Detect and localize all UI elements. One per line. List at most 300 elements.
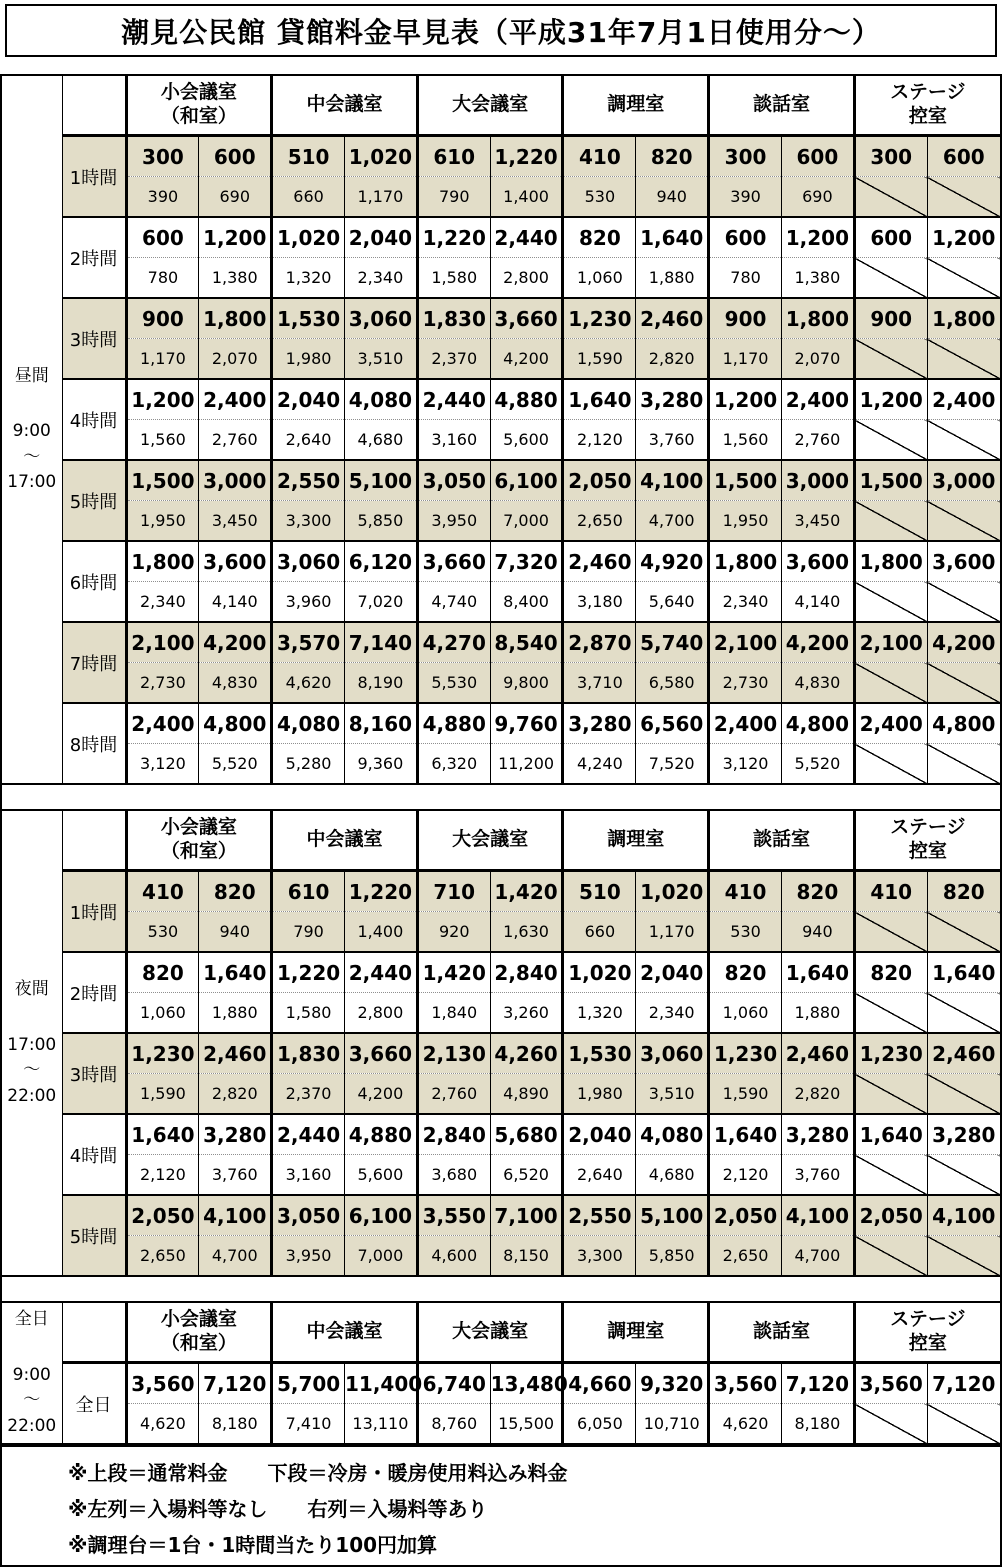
price-cell-with-ac: 5,520 <box>781 744 854 785</box>
price-cell-with-ac: 690 <box>781 177 854 218</box>
price-cell-with-ac: 780 <box>126 258 199 299</box>
room-name-line: 控室 <box>908 105 947 127</box>
price-cell-normal: 1,800 <box>781 298 854 339</box>
price-cell-with-ac: 6,050 <box>563 1404 636 1445</box>
price-cell-with-ac: 15,500 <box>490 1404 563 1445</box>
price-cell-normal: 2,040 <box>636 952 709 993</box>
price-cell-with-ac: 7,410 <box>272 1404 345 1445</box>
price-cell-normal: 1,200 <box>199 217 272 258</box>
price-cell-normal: 2,100 <box>126 622 199 663</box>
price-cell-normal: 3,280 <box>636 379 709 420</box>
price-cell-with-ac: 2,640 <box>272 420 345 461</box>
price-cell-normal: 5,740 <box>636 622 709 663</box>
rate-table-allday <box>2 1301 1000 1445</box>
note-line: ※左列＝入場料等なし 右列＝入場料等あり <box>68 1497 488 1521</box>
price-cell-normal: 1,640 <box>709 1114 782 1155</box>
price-cell-with-ac: 4,890 <box>490 1074 563 1115</box>
note-line: ※上段＝通常料金 下段＝冷房・暖房使用料込み料金 <box>68 1461 568 1485</box>
price-cell-normal: 820 <box>854 952 927 993</box>
price-cell-normal: 1,020 <box>272 217 345 258</box>
price-cell-normal: 1,230 <box>126 1033 199 1074</box>
time-header-cell <box>62 810 126 871</box>
price-cell-with-ac: 5,640 <box>636 582 709 623</box>
price-cell-normal: 7,120 <box>781 1363 854 1404</box>
price-cell-normal: 3,600 <box>199 541 272 582</box>
period-time: ～ <box>23 446 41 467</box>
note-line: ※調理台＝1台・1時間当たり100円加算 <box>68 1533 438 1557</box>
price-cell-normal: 300 <box>126 136 199 177</box>
duration-label: 3時間 <box>62 1033 126 1114</box>
price-cell-normal: 5,680 <box>490 1114 563 1155</box>
price-cell-with-ac: 1,170 <box>344 177 417 218</box>
room-name-line: ステージ <box>890 1308 966 1331</box>
price-cell-normal: 300 <box>854 136 927 177</box>
price-cell-with-ac: 530 <box>563 177 636 218</box>
price-cell-with-ac: 2,760 <box>781 420 854 461</box>
price-cell-normal: 2,400 <box>854 703 927 744</box>
price-cell-crossed <box>854 1074 927 1115</box>
price-cell-with-ac: 1,980 <box>272 339 345 380</box>
price-cell-with-ac: 5,520 <box>199 744 272 785</box>
room-name-line: ステージ <box>890 816 966 839</box>
price-cell-with-ac: 940 <box>199 912 272 953</box>
price-cell-normal: 4,800 <box>199 703 272 744</box>
price-cell-with-ac: 7,020 <box>344 582 417 623</box>
price-cell-normal: 2,550 <box>563 1195 636 1236</box>
duration-label: 1時間 <box>62 136 126 218</box>
price-cell-crossed <box>854 1404 927 1445</box>
price-cell-with-ac: 3,760 <box>199 1155 272 1196</box>
price-cell-with-ac: 7,520 <box>636 744 709 785</box>
price-cell-normal: 600 <box>781 136 854 177</box>
period-time: 9:00 <box>12 421 51 441</box>
price-cell-crossed <box>927 993 1000 1034</box>
notes-box <box>2 1445 1000 1567</box>
price-cell-with-ac: 4,240 <box>563 744 636 785</box>
price-cell-normal: 3,660 <box>490 298 563 339</box>
room-name-line: 小会議室 <box>160 1308 237 1331</box>
price-cell-with-ac: 1,630 <box>490 912 563 953</box>
price-cell-normal: 6,560 <box>636 703 709 744</box>
period-time: 17:00 <box>7 472 57 492</box>
price-cell-with-ac: 790 <box>272 912 345 953</box>
price-cell-normal: 1,230 <box>709 1033 782 1074</box>
price-cell-normal: 1,200 <box>854 379 927 420</box>
price-cell-normal: 1,640 <box>199 952 272 993</box>
price-cell-crossed <box>854 582 927 623</box>
price-cell-normal: 5,100 <box>344 460 417 501</box>
price-cell-with-ac: 4,680 <box>344 420 417 461</box>
section-gap <box>2 785 1000 809</box>
time-header-cell <box>62 75 126 136</box>
table-stack <box>0 74 1002 1567</box>
price-cell-normal: 2,460 <box>199 1033 272 1074</box>
room-name-line: 調理室 <box>607 93 665 116</box>
price-cell-with-ac: 4,700 <box>636 501 709 542</box>
price-cell-normal: 4,260 <box>490 1033 563 1074</box>
room-header <box>563 810 709 871</box>
price-cell-normal: 610 <box>417 136 490 177</box>
price-cell-with-ac: 3,760 <box>636 420 709 461</box>
price-cell-normal: 600 <box>709 217 782 258</box>
price-cell-with-ac: 2,730 <box>709 663 782 704</box>
price-cell-with-ac: 3,510 <box>344 339 417 380</box>
period-time: ～ <box>23 1060 41 1080</box>
price-cell-normal: 820 <box>199 871 272 912</box>
price-cell-normal: 610 <box>272 871 345 912</box>
price-cell-with-ac: 5,850 <box>636 1236 709 1277</box>
price-cell-with-ac: 2,820 <box>636 339 709 380</box>
price-cell-with-ac: 8,190 <box>344 663 417 704</box>
price-cell-normal: 2,460 <box>781 1033 854 1074</box>
room-name-line: 中会議室 <box>306 1320 383 1343</box>
price-cell-normal: 1,800 <box>709 541 782 582</box>
price-cell-with-ac: 2,650 <box>563 501 636 542</box>
price-cell-with-ac: 9,360 <box>344 744 417 785</box>
price-cell-normal: 1,800 <box>126 541 199 582</box>
price-cell-normal: 3,560 <box>854 1363 927 1404</box>
price-cell-with-ac: 1,380 <box>781 258 854 299</box>
price-cell-normal: 2,100 <box>854 622 927 663</box>
price-cell-normal: 710 <box>417 871 490 912</box>
price-cell-with-ac: 10,710 <box>636 1404 709 1445</box>
price-cell-normal: 1,020 <box>344 136 417 177</box>
price-cell-normal: 1,500 <box>854 460 927 501</box>
price-cell-normal: 2,550 <box>272 460 345 501</box>
price-cell-with-ac: 8,400 <box>490 582 563 623</box>
price-cell-normal: 1,220 <box>344 871 417 912</box>
price-cell-with-ac: 6,520 <box>490 1155 563 1196</box>
price-cell-with-ac: 1,380 <box>199 258 272 299</box>
price-cell-normal: 4,660 <box>563 1363 636 1404</box>
price-cell-with-ac: 780 <box>709 258 782 299</box>
price-cell-with-ac: 2,800 <box>490 258 563 299</box>
price-cell-normal: 1,200 <box>927 217 1000 258</box>
price-cell-normal: 1,200 <box>709 379 782 420</box>
room-header <box>272 810 418 871</box>
price-cell-normal: 4,080 <box>272 703 345 744</box>
price-cell-with-ac: 2,370 <box>272 1074 345 1115</box>
price-cell-crossed <box>854 501 927 542</box>
price-cell-with-ac: 940 <box>781 912 854 953</box>
price-cell-normal: 3,280 <box>563 703 636 744</box>
room-name-line: 調理室 <box>607 1320 665 1343</box>
price-cell-with-ac: 3,260 <box>490 993 563 1034</box>
price-cell-normal: 1,500 <box>126 460 199 501</box>
price-cell-with-ac: 1,320 <box>272 258 345 299</box>
price-cell-normal: 1,220 <box>272 952 345 993</box>
price-cell-normal: 3,550 <box>417 1195 490 1236</box>
room-header <box>709 1302 855 1363</box>
price-cell-normal: 1,220 <box>417 217 490 258</box>
price-cell-crossed <box>927 744 1000 785</box>
price-cell-with-ac: 1,840 <box>417 993 490 1034</box>
price-cell-normal: 4,080 <box>636 1114 709 1155</box>
room-name-line: 小会議室 <box>160 816 237 839</box>
page-title-box <box>5 4 997 57</box>
price-cell-normal: 820 <box>781 871 854 912</box>
price-cell-with-ac: 3,120 <box>709 744 782 785</box>
price-cell-normal: 2,840 <box>417 1114 490 1155</box>
price-cell-normal: 1,020 <box>636 871 709 912</box>
price-cell-normal: 3,060 <box>272 541 345 582</box>
price-cell-with-ac: 5,280 <box>272 744 345 785</box>
duration-label: 2時間 <box>62 952 126 1033</box>
period-name: 夜間 <box>14 979 49 999</box>
room-name-line: 談話室 <box>752 93 810 116</box>
price-cell-normal: 4,200 <box>199 622 272 663</box>
room-name-line: 談話室 <box>752 828 810 851</box>
price-cell-crossed <box>854 339 927 380</box>
price-cell-normal: 3,600 <box>781 541 854 582</box>
duration-label: 全日 <box>62 1363 126 1445</box>
price-cell-normal: 4,800 <box>781 703 854 744</box>
period-name: 全日 <box>14 1309 49 1329</box>
price-cell-crossed <box>927 1404 1000 1445</box>
room-name-line: 調理室 <box>607 828 665 851</box>
price-cell-normal: 2,460 <box>927 1033 1000 1074</box>
price-cell-with-ac: 11,200 <box>490 744 563 785</box>
price-cell-with-ac: 2,820 <box>199 1074 272 1115</box>
price-cell-with-ac: 660 <box>563 912 636 953</box>
price-cell-with-ac: 2,340 <box>709 582 782 623</box>
duration-label: 5時間 <box>62 460 126 541</box>
rate-table-night <box>2 809 1000 1277</box>
price-cell-with-ac: 2,760 <box>199 420 272 461</box>
price-cell-normal: 1,500 <box>709 460 782 501</box>
price-cell-with-ac: 1,590 <box>563 339 636 380</box>
price-cell-normal: 510 <box>563 871 636 912</box>
room-header <box>126 810 272 871</box>
price-cell-crossed <box>927 1155 1000 1196</box>
price-cell-normal: 1,220 <box>490 136 563 177</box>
price-cell-with-ac: 4,620 <box>126 1404 199 1445</box>
price-cell-with-ac: 390 <box>709 177 782 218</box>
price-cell-with-ac: 9,800 <box>490 663 563 704</box>
price-cell-crossed <box>854 420 927 461</box>
price-cell-with-ac: 1,580 <box>272 993 345 1034</box>
price-cell-crossed <box>854 1155 927 1196</box>
price-cell-with-ac: 8,180 <box>781 1404 854 1445</box>
price-cell-normal: 3,660 <box>417 541 490 582</box>
price-cell-with-ac: 2,120 <box>709 1155 782 1196</box>
price-cell-with-ac: 5,600 <box>490 420 563 461</box>
price-cell-with-ac: 7,000 <box>490 501 563 542</box>
price-cell-with-ac: 940 <box>636 177 709 218</box>
price-cell-with-ac: 2,640 <box>563 1155 636 1196</box>
price-cell-with-ac: 3,160 <box>272 1155 345 1196</box>
price-cell-normal: 9,760 <box>490 703 563 744</box>
price-cell-crossed <box>854 1236 927 1277</box>
room-header <box>854 810 1000 871</box>
price-cell-normal: 4,880 <box>344 1114 417 1155</box>
price-cell-with-ac: 4,700 <box>199 1236 272 1277</box>
room-name-line: 控室 <box>908 840 947 862</box>
room-name-line: （和室） <box>160 105 237 127</box>
price-cell-normal: 4,200 <box>927 622 1000 663</box>
price-cell-normal: 2,400 <box>927 379 1000 420</box>
period-label <box>2 75 62 784</box>
room-name-line: （和室） <box>160 1332 237 1354</box>
price-cell-with-ac: 1,560 <box>709 420 782 461</box>
price-cell-crossed <box>927 501 1000 542</box>
room-header <box>854 75 1000 136</box>
price-cell-crossed <box>927 339 1000 380</box>
price-cell-with-ac: 2,070 <box>781 339 854 380</box>
price-cell-with-ac: 690 <box>199 177 272 218</box>
price-cell-normal: 7,100 <box>490 1195 563 1236</box>
price-cell-normal: 1,800 <box>199 298 272 339</box>
price-cell-crossed <box>854 177 927 218</box>
price-cell-normal: 4,920 <box>636 541 709 582</box>
price-cell-normal: 2,460 <box>636 298 709 339</box>
price-cell-normal: 3,600 <box>927 541 1000 582</box>
price-cell-normal: 600 <box>927 136 1000 177</box>
price-cell-normal: 3,060 <box>344 298 417 339</box>
room-name-line: ステージ <box>890 81 966 104</box>
sections-root <box>2 74 1000 1445</box>
price-cell-with-ac: 3,160 <box>417 420 490 461</box>
price-cell-normal: 820 <box>563 217 636 258</box>
price-cell-normal: 3,570 <box>272 622 345 663</box>
price-cell-normal: 3,000 <box>781 460 854 501</box>
period-time: 22:00 <box>7 1415 57 1436</box>
price-cell-normal: 3,000 <box>199 460 272 501</box>
price-cell-normal: 4,200 <box>781 622 854 663</box>
price-cell-normal: 820 <box>126 952 199 993</box>
price-cell-with-ac: 2,800 <box>344 993 417 1034</box>
price-cell-normal: 1,800 <box>854 541 927 582</box>
period-label <box>2 810 62 1276</box>
price-cell-normal: 2,440 <box>417 379 490 420</box>
price-cell-with-ac: 2,650 <box>709 1236 782 1277</box>
price-cell-with-ac: 3,710 <box>563 663 636 704</box>
price-cell-normal: 2,130 <box>417 1033 490 1074</box>
price-cell-normal: 900 <box>126 298 199 339</box>
price-cell-with-ac: 3,950 <box>272 1236 345 1277</box>
price-cell-with-ac: 2,650 <box>126 1236 199 1277</box>
price-cell-with-ac: 2,120 <box>126 1155 199 1196</box>
price-cell-with-ac: 2,340 <box>636 993 709 1034</box>
price-cell-normal: 3,050 <box>272 1195 345 1236</box>
price-cell-with-ac: 1,060 <box>563 258 636 299</box>
price-cell-with-ac: 8,150 <box>490 1236 563 1277</box>
room-header <box>417 75 563 136</box>
price-cell-with-ac: 3,450 <box>781 501 854 542</box>
price-cell-with-ac: 1,880 <box>199 993 272 1034</box>
price-cell-normal: 2,440 <box>344 952 417 993</box>
price-cell-with-ac: 530 <box>126 912 199 953</box>
price-cell-normal: 2,040 <box>563 1114 636 1155</box>
price-cell-normal: 2,050 <box>563 460 636 501</box>
price-cell-normal: 4,100 <box>199 1195 272 1236</box>
price-cell-with-ac: 4,620 <box>272 663 345 704</box>
price-cell-normal: 2,400 <box>126 703 199 744</box>
time-header-cell <box>62 1302 126 1363</box>
price-cell-normal: 1,640 <box>781 952 854 993</box>
price-cell-normal: 3,280 <box>199 1114 272 1155</box>
room-header <box>417 1302 563 1363</box>
price-cell-with-ac: 4,700 <box>781 1236 854 1277</box>
price-cell-normal: 2,870 <box>563 622 636 663</box>
price-cell-with-ac: 4,830 <box>199 663 272 704</box>
price-cell-with-ac: 920 <box>417 912 490 953</box>
price-cell-with-ac: 4,140 <box>781 582 854 623</box>
price-cell-normal: 2,400 <box>199 379 272 420</box>
price-cell-with-ac: 4,740 <box>417 582 490 623</box>
duration-label: 7時間 <box>62 622 126 703</box>
room-header <box>854 1302 1000 1363</box>
price-cell-with-ac: 390 <box>126 177 199 218</box>
price-cell-crossed <box>927 1236 1000 1277</box>
price-cell-normal: 2,440 <box>272 1114 345 1155</box>
price-cell-with-ac: 2,120 <box>563 420 636 461</box>
price-cell-normal: 1,200 <box>781 217 854 258</box>
price-cell-with-ac: 790 <box>417 177 490 218</box>
price-cell-with-ac: 4,600 <box>417 1236 490 1277</box>
price-cell-with-ac: 1,560 <box>126 420 199 461</box>
price-cell-with-ac: 6,580 <box>636 663 709 704</box>
room-name-line: 大会議室 <box>452 93 529 116</box>
price-cell-with-ac: 4,200 <box>344 1074 417 1115</box>
price-cell-crossed <box>854 744 927 785</box>
price-cell-with-ac: 4,620 <box>709 1404 782 1445</box>
room-header <box>709 810 855 871</box>
room-header <box>563 75 709 136</box>
price-cell-normal: 6,100 <box>490 460 563 501</box>
price-cell-normal: 1,200 <box>126 379 199 420</box>
price-cell-with-ac: 1,170 <box>636 912 709 953</box>
price-cell-normal: 6,120 <box>344 541 417 582</box>
price-cell-normal: 1,020 <box>563 952 636 993</box>
price-cell-with-ac: 3,950 <box>417 501 490 542</box>
price-cell-normal: 7,120 <box>199 1363 272 1404</box>
price-cell-normal: 5,700 <box>272 1363 345 1404</box>
price-cell-normal: 4,100 <box>927 1195 1000 1236</box>
price-cell-with-ac: 3,760 <box>781 1155 854 1196</box>
price-cell-normal: 600 <box>199 136 272 177</box>
duration-label: 4時間 <box>62 379 126 460</box>
price-cell-normal: 820 <box>709 952 782 993</box>
price-cell-with-ac: 530 <box>709 912 782 953</box>
price-cell-normal: 3,280 <box>927 1114 1000 1155</box>
price-cell-normal: 300 <box>709 136 782 177</box>
price-cell-normal: 2,100 <box>709 622 782 663</box>
price-cell-with-ac: 2,730 <box>126 663 199 704</box>
room-header <box>126 1302 272 1363</box>
price-cell-with-ac: 1,170 <box>709 339 782 380</box>
price-cell-normal: 2,050 <box>854 1195 927 1236</box>
duration-label: 3時間 <box>62 298 126 379</box>
price-cell-with-ac: 2,070 <box>199 339 272 380</box>
price-cell-with-ac: 3,960 <box>272 582 345 623</box>
rate-table-daytime <box>2 74 1000 785</box>
price-cell-with-ac: 7,000 <box>344 1236 417 1277</box>
period-time: ～ <box>23 1390 41 1410</box>
section-gap <box>2 1277 1000 1301</box>
price-cell-normal: 4,100 <box>636 460 709 501</box>
price-cell-normal: 1,640 <box>636 217 709 258</box>
room-header <box>126 75 272 136</box>
duration-label: 8時間 <box>62 703 126 784</box>
price-cell-with-ac: 1,400 <box>490 177 563 218</box>
price-cell-crossed <box>854 993 927 1034</box>
price-cell-with-ac: 3,300 <box>563 1236 636 1277</box>
price-cell-normal: 1,640 <box>563 379 636 420</box>
price-cell-normal: 820 <box>927 871 1000 912</box>
price-cell-with-ac: 8,760 <box>417 1404 490 1445</box>
price-cell-crossed <box>854 912 927 953</box>
